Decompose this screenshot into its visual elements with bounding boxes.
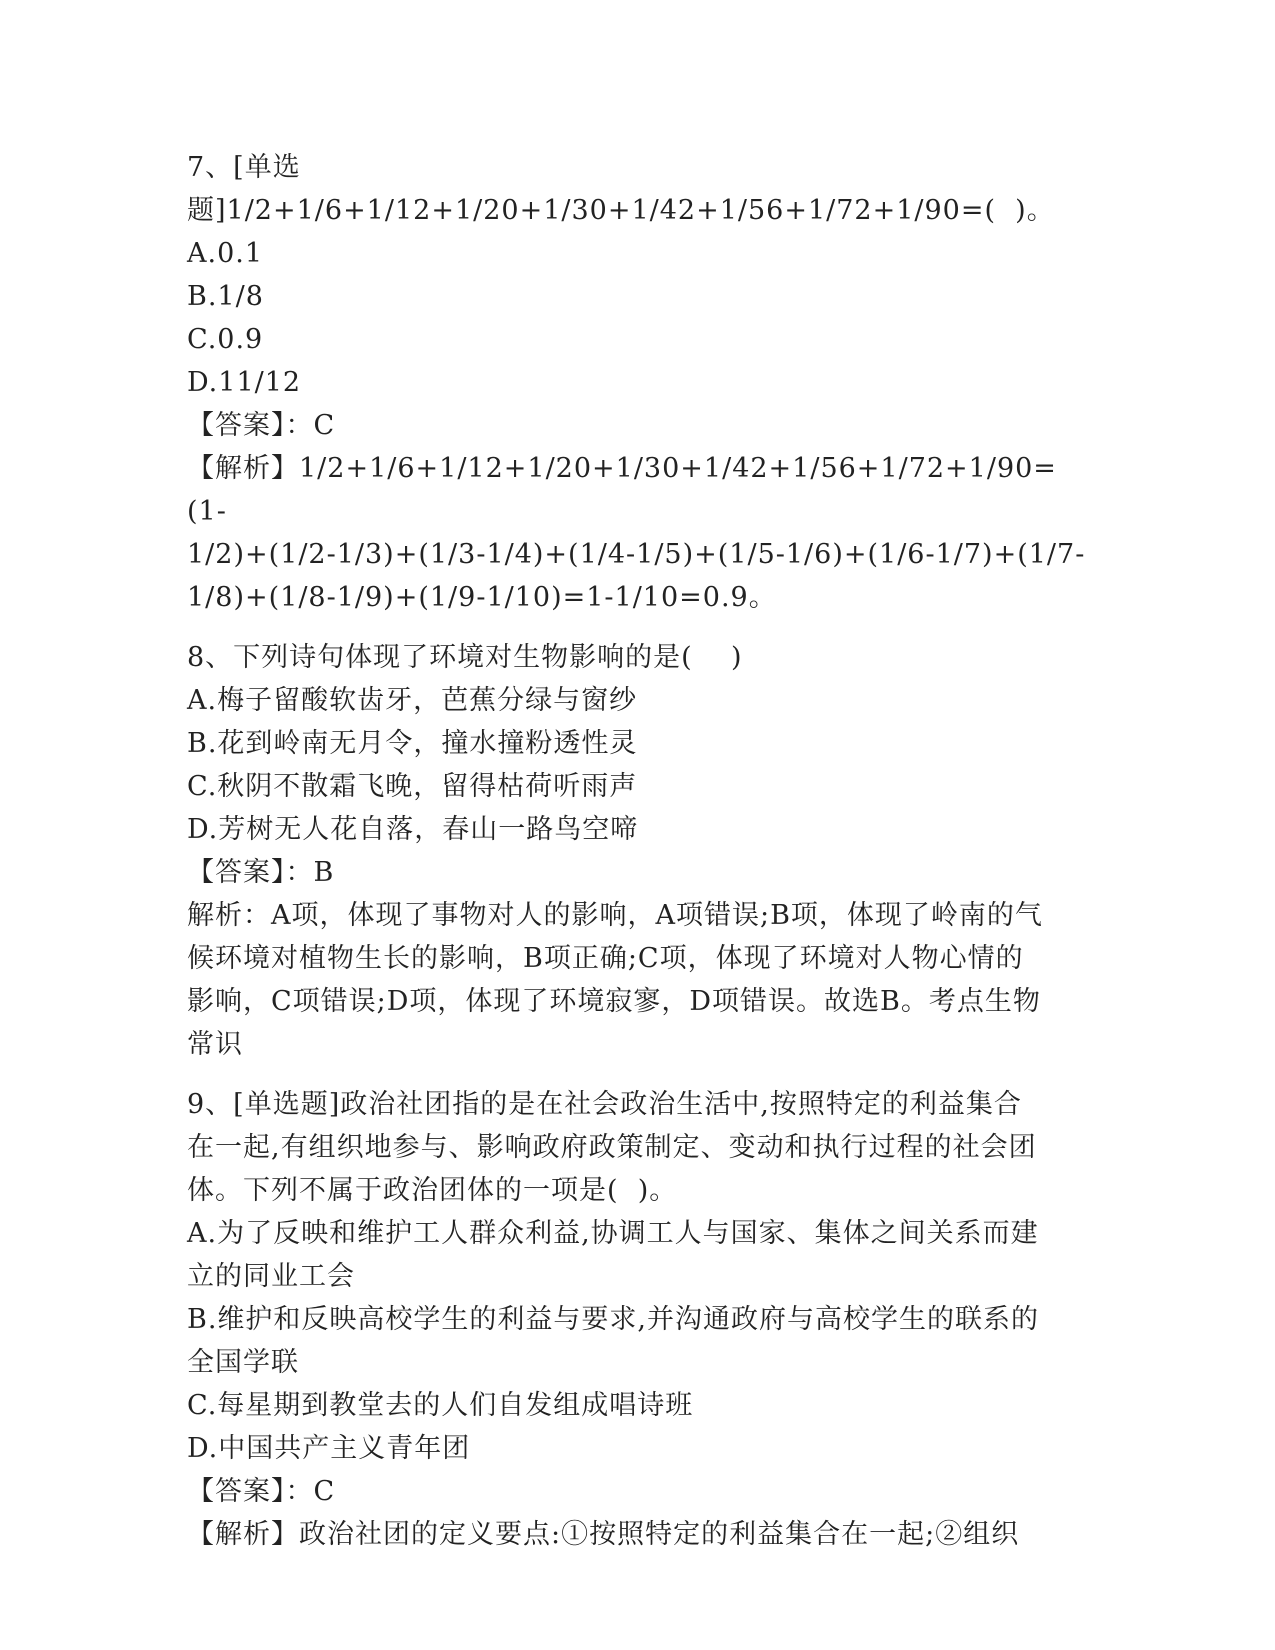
question-7-stem: 7、[单选题]1/2+1/6+1/12+1/20+1/30+1/42+1/56+1/72+1/90=( )。 xyxy=(187,152,1055,226)
question-7-option-c: C.0.9 xyxy=(187,324,264,355)
question-9 xyxy=(187,1083,1087,1556)
question-7-option-d: D.11/12 xyxy=(187,367,302,398)
document-page xyxy=(187,146,1087,1556)
question-9-option-a-line-2: 立的同业工会 xyxy=(187,1261,355,1292)
question-spacer xyxy=(187,1066,1087,1083)
question-7-analysis-line-3: 1/8)+(1/8-1/9)+(1/9-1/10)=1-1/10=0.9。 xyxy=(187,582,777,613)
question-spacer xyxy=(187,619,1087,636)
question-7-option-b: B.1/8 xyxy=(187,281,264,312)
question-8-analysis-line-3: 影响，C项错误;D项，体现了环境寂寥，D项错误。故选B。考点生物 xyxy=(187,986,1041,1017)
question-7 xyxy=(187,146,1087,619)
question-8-option-c: C.秋阴不散霜飞晚，留得枯荷听雨声 xyxy=(187,771,638,802)
question-7-option-a: A.0.1 xyxy=(187,238,264,269)
question-9-option-b-line-2: 全国学联 xyxy=(187,1347,299,1378)
question-8-answer: 【答案】：B xyxy=(187,857,335,888)
question-8-option-d: D.芳树无人花自落，春山一路鸟空啼 xyxy=(187,814,639,845)
question-8 xyxy=(187,636,1087,1066)
question-9-analysis-line-1: 【解析】政治社团的定义要点:①按照特定的利益集合在一起;②组织 xyxy=(187,1519,1020,1550)
question-9-option-c: C.每星期到教堂去的人们自发组成唱诗班 xyxy=(187,1390,694,1421)
question-8-analysis-line-4: 常识 xyxy=(187,1029,243,1060)
question-9-option-d: D.中国共产主义青年团 xyxy=(187,1433,471,1464)
question-9-option-a-line-1: A.为了反映和维护工人群众利益,协调工人与国家、集体之间关系而建 xyxy=(187,1218,1039,1249)
question-8-option-a: A.梅子留酸软齿牙，芭蕉分绿与窗纱 xyxy=(187,685,638,716)
question-7-analysis-line-2: 1/2)+(1/2-1/3)+(1/3-1/4)+(1/4-1/5)+(1/5-1/6)+(1/6-1/7)+(1/7- xyxy=(187,539,1086,570)
question-8-analysis-line-2: 候环境对植物生长的影响，B项正确;C项，体现了环境对人物心情的 xyxy=(187,943,1024,974)
question-8-option-b: B.花到岭南无月令，撞水撞粉透性灵 xyxy=(187,728,638,759)
question-9-stem-line-3: 体。下列不属于政治团体的一项是( )。 xyxy=(187,1175,678,1206)
question-9-stem-line-2: 在一起,有组织地参与、影响政府政策制定、变动和执行过程的社会团 xyxy=(187,1132,1037,1163)
question-7-answer: 【答案】：C xyxy=(187,410,336,441)
question-9-answer: 【答案】：C xyxy=(187,1476,336,1507)
question-9-option-b-line-1: B.维护和反映高校学生的利益与要求,并沟通政府与高校学生的联系的 xyxy=(187,1304,1040,1335)
question-8-stem: 8、下列诗句体现了环境对生物影响的是( ) xyxy=(187,642,743,673)
question-8-analysis-line-1: 解析：A项，体现了事物对人的影响，A项错误;B项，体现了岭南的气 xyxy=(187,900,1043,931)
question-9-stem-line-1: 9、[单选题]政治社团指的是在社会政治生活中,按照特定的利益集合 xyxy=(187,1089,1022,1120)
question-7-analysis-line-1: 【解析】1/2+1/6+1/12+1/20+1/30+1/42+1/56+1/72+1/90=(1- xyxy=(187,453,1057,527)
